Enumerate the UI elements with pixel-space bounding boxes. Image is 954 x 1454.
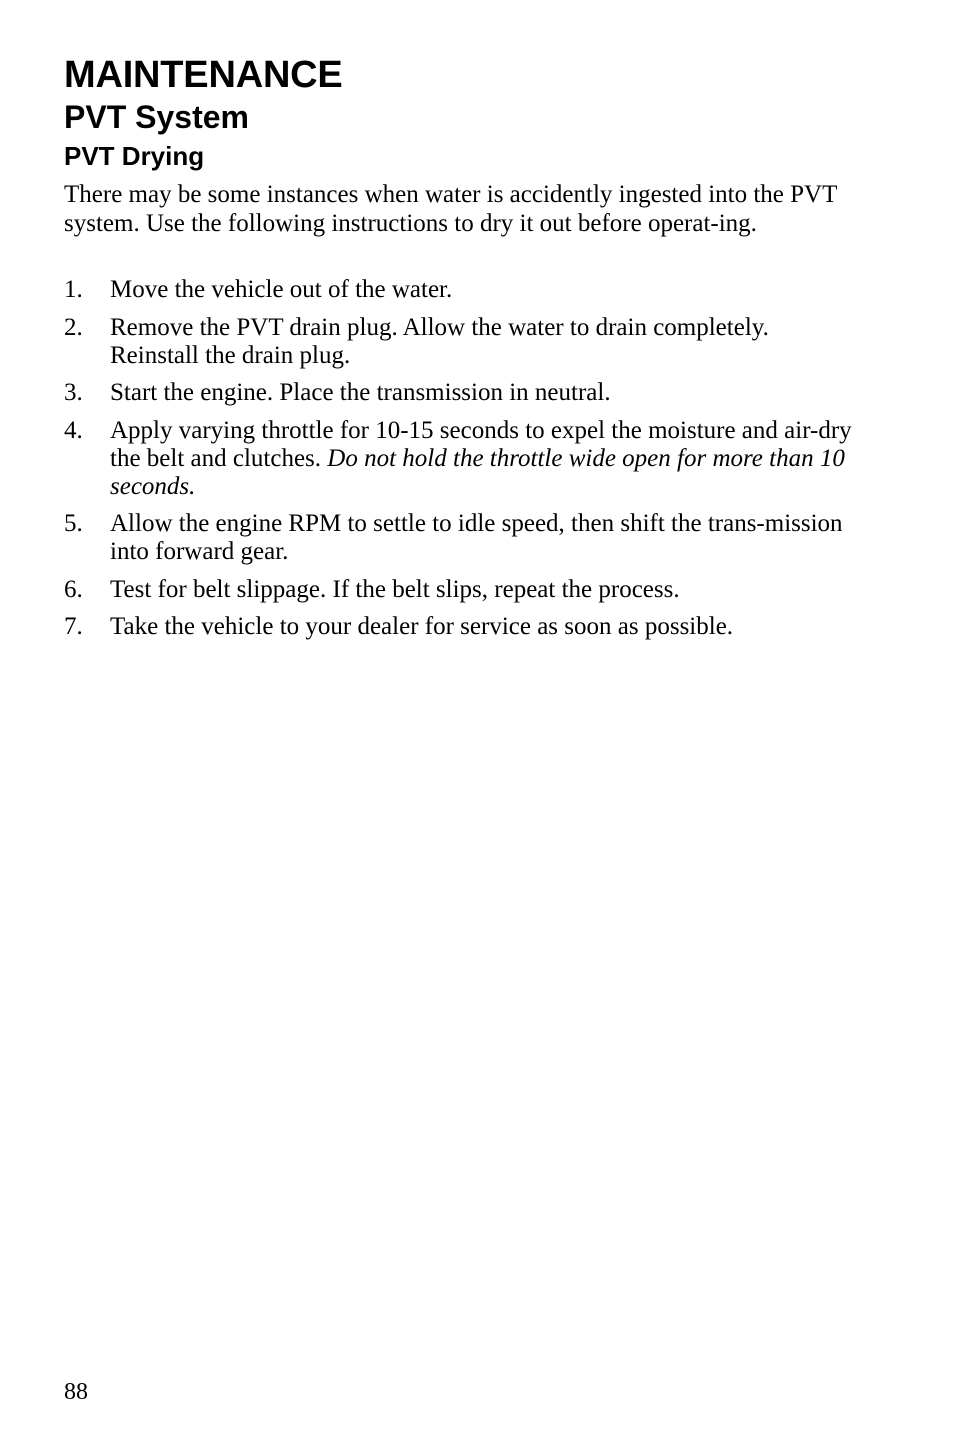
- step-item: [64, 276, 864, 304]
- step-text: Move the vehicle out of the water.: [110, 276, 453, 303]
- step-item: [64, 510, 864, 566]
- step-text: Start the engine. Place the transmission in neutral.: [110, 379, 611, 406]
- step-item: [64, 314, 864, 370]
- step-text: Allow the engine RPM to settle to idle speed, then shift the trans-mission into forward gear.: [110, 510, 843, 565]
- intro-paragraph: There may be some instances when water is accidently ingested into the PVT system. Use the following instructions to dry it out before operat-ing.: [64, 181, 837, 237]
- subsubsection-title: PVT Drying: [64, 141, 205, 171]
- step-number: 6.: [64, 575, 83, 603]
- step-item: [64, 417, 864, 501]
- step-text: Test for belt slippage. If the belt slips, repeat the process.: [110, 575, 680, 603]
- step-number: 4.: [64, 416, 83, 444]
- step-number: 3.: [64, 379, 83, 406]
- step-text: Take the vehicle to your dealer for service as soon as possible.: [110, 613, 734, 640]
- step-warning-text: Do not hold the throttle wide open for more than 10 seconds.: [110, 444, 845, 500]
- section-title: MAINTENANCE: [64, 54, 343, 96]
- step-item: [64, 613, 864, 641]
- step-text: Remove the PVT drain plug. Allow the water to drain completely. Reinstall the drain plug.: [110, 313, 769, 369]
- page-number: 88: [64, 1379, 88, 1405]
- step-number: 7.: [64, 613, 83, 640]
- subsection-title: PVT System: [64, 99, 249, 135]
- step-number: 2.: [64, 313, 83, 341]
- step-number: 1.: [64, 276, 83, 303]
- step-item: [64, 576, 864, 604]
- steps-list: [64, 276, 864, 651]
- step-text: Apply varying throttle for 10-15 seconds to expel the moisture and air-dry the belt and clutches.: [110, 416, 852, 472]
- step-number: 5.: [64, 510, 83, 537]
- step-item: [64, 379, 864, 407]
